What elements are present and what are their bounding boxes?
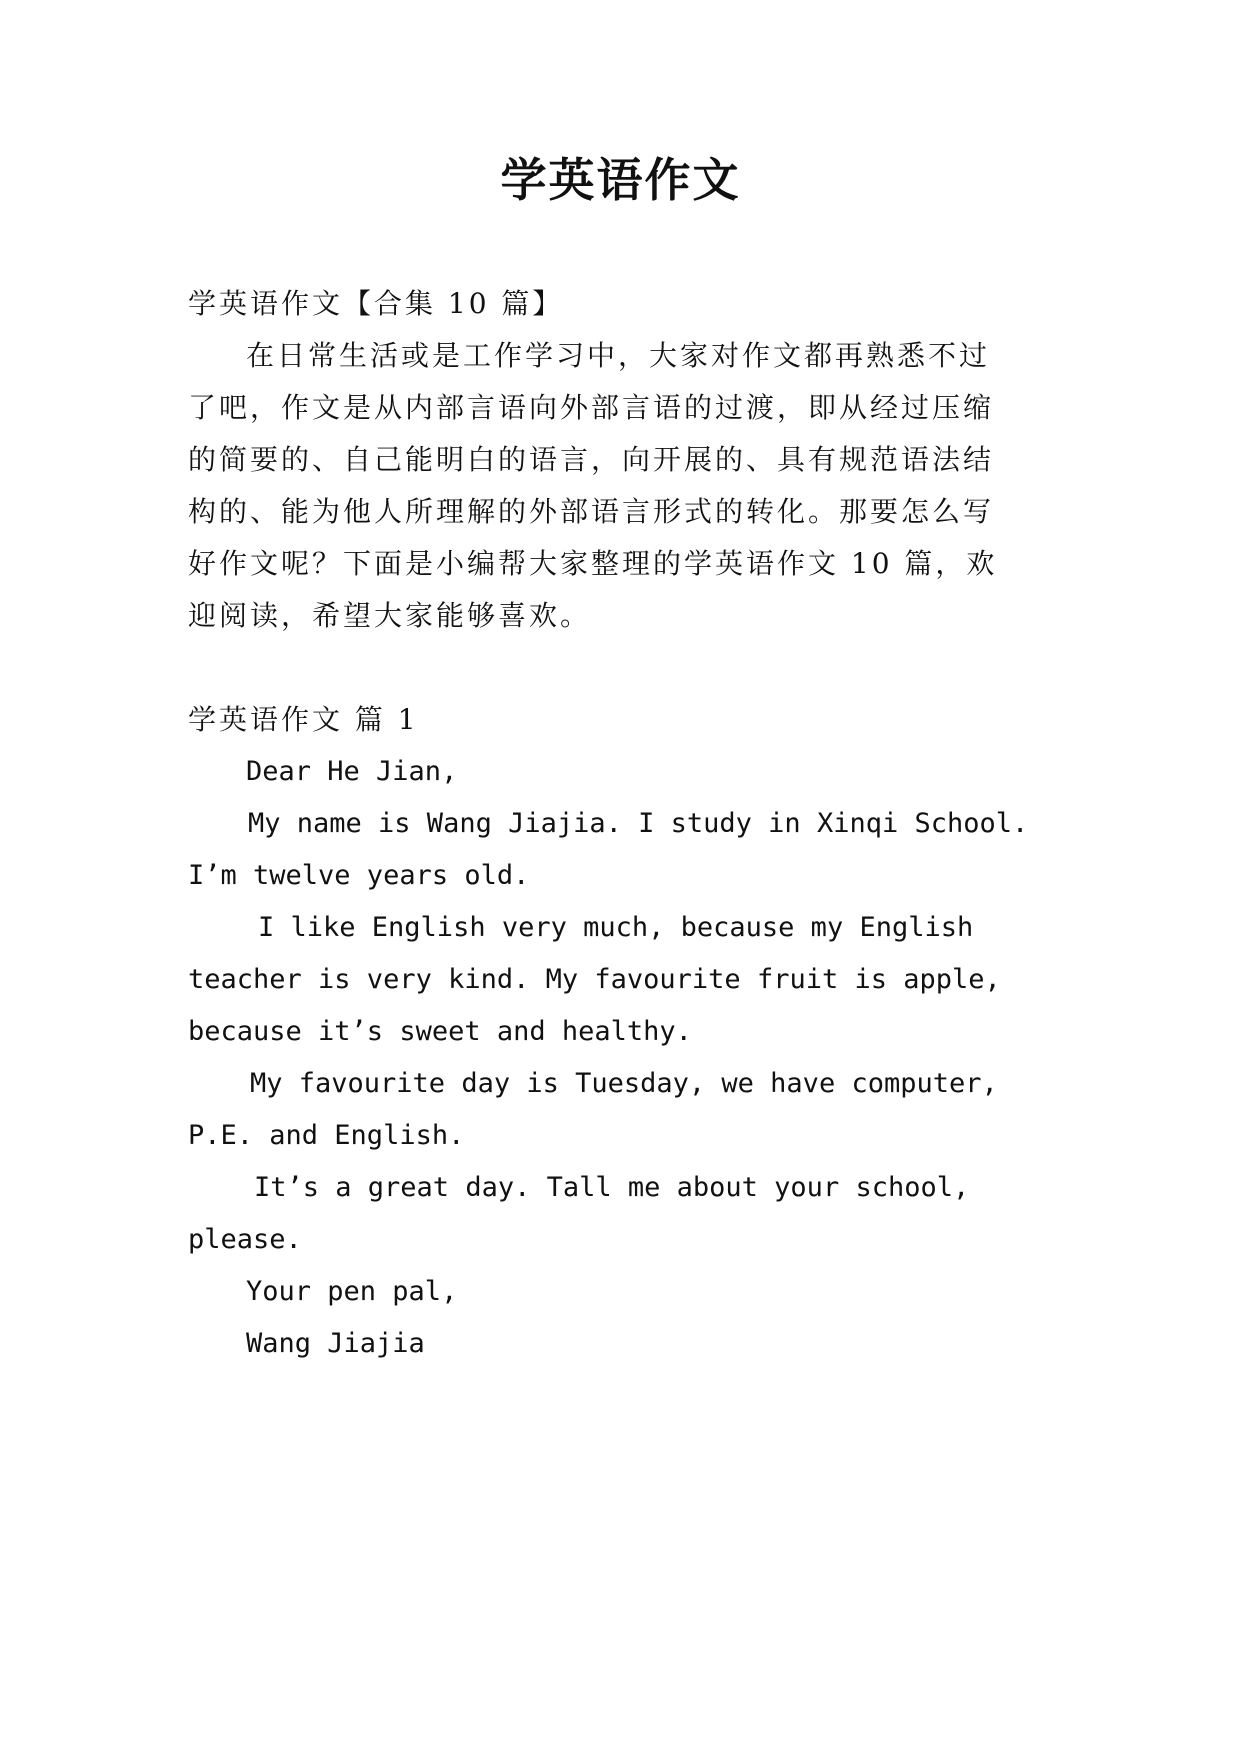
intro-heading: 学英语作文【合集 10 篇】: [188, 287, 564, 320]
intro-paragraph-line: 好作文呢？下面是小编帮大家整理的学英语作文 10 篇，欢: [188, 547, 998, 580]
document-title: 学英语作文: [500, 153, 741, 207]
letter-line: P.E. and English.: [188, 1120, 465, 1151]
letter-line: I like English very much, because my English: [258, 912, 974, 943]
intro-paragraph-line: 了吧，作文是从内部言语向外部言语的过渡，即从经过压缩: [188, 391, 995, 424]
letter-line: Wang Jiajia: [246, 1328, 425, 1359]
intro-paragraph-line: 迎阅读，希望大家能够喜欢。: [188, 599, 592, 632]
letter-line: please.: [188, 1224, 302, 1255]
letter-line: It’s a great day. Tall me about your school,: [254, 1172, 970, 1203]
section-heading: 学英语作文 篇 1: [188, 703, 419, 736]
letter-line: I’m twelve years old.: [188, 860, 530, 891]
letter-line: Dear He Jian,: [246, 756, 458, 787]
intro-paragraph-line: 的简要的、自己能明白的语言，向开展的、具有规范语法结: [188, 443, 995, 476]
intro-paragraph-line: 在日常生活或是工作学习中，大家对作文都再熟悉不过: [246, 339, 991, 372]
letter-line: My name is Wang Jiajia. I study in Xinqi School.: [248, 808, 1029, 839]
letter-line: teacher is very kind. My favourite fruit is apple,: [188, 964, 1001, 995]
letter-line: Your pen pal,: [246, 1276, 458, 1307]
letter-line: because it’s sweet and healthy.: [188, 1016, 692, 1047]
intro-paragraph-line: 构的、能为他人所理解的外部语言形式的转化。那要怎么写: [188, 495, 995, 528]
letter-line: My favourite day is Tuesday, we have computer,: [250, 1068, 998, 1099]
